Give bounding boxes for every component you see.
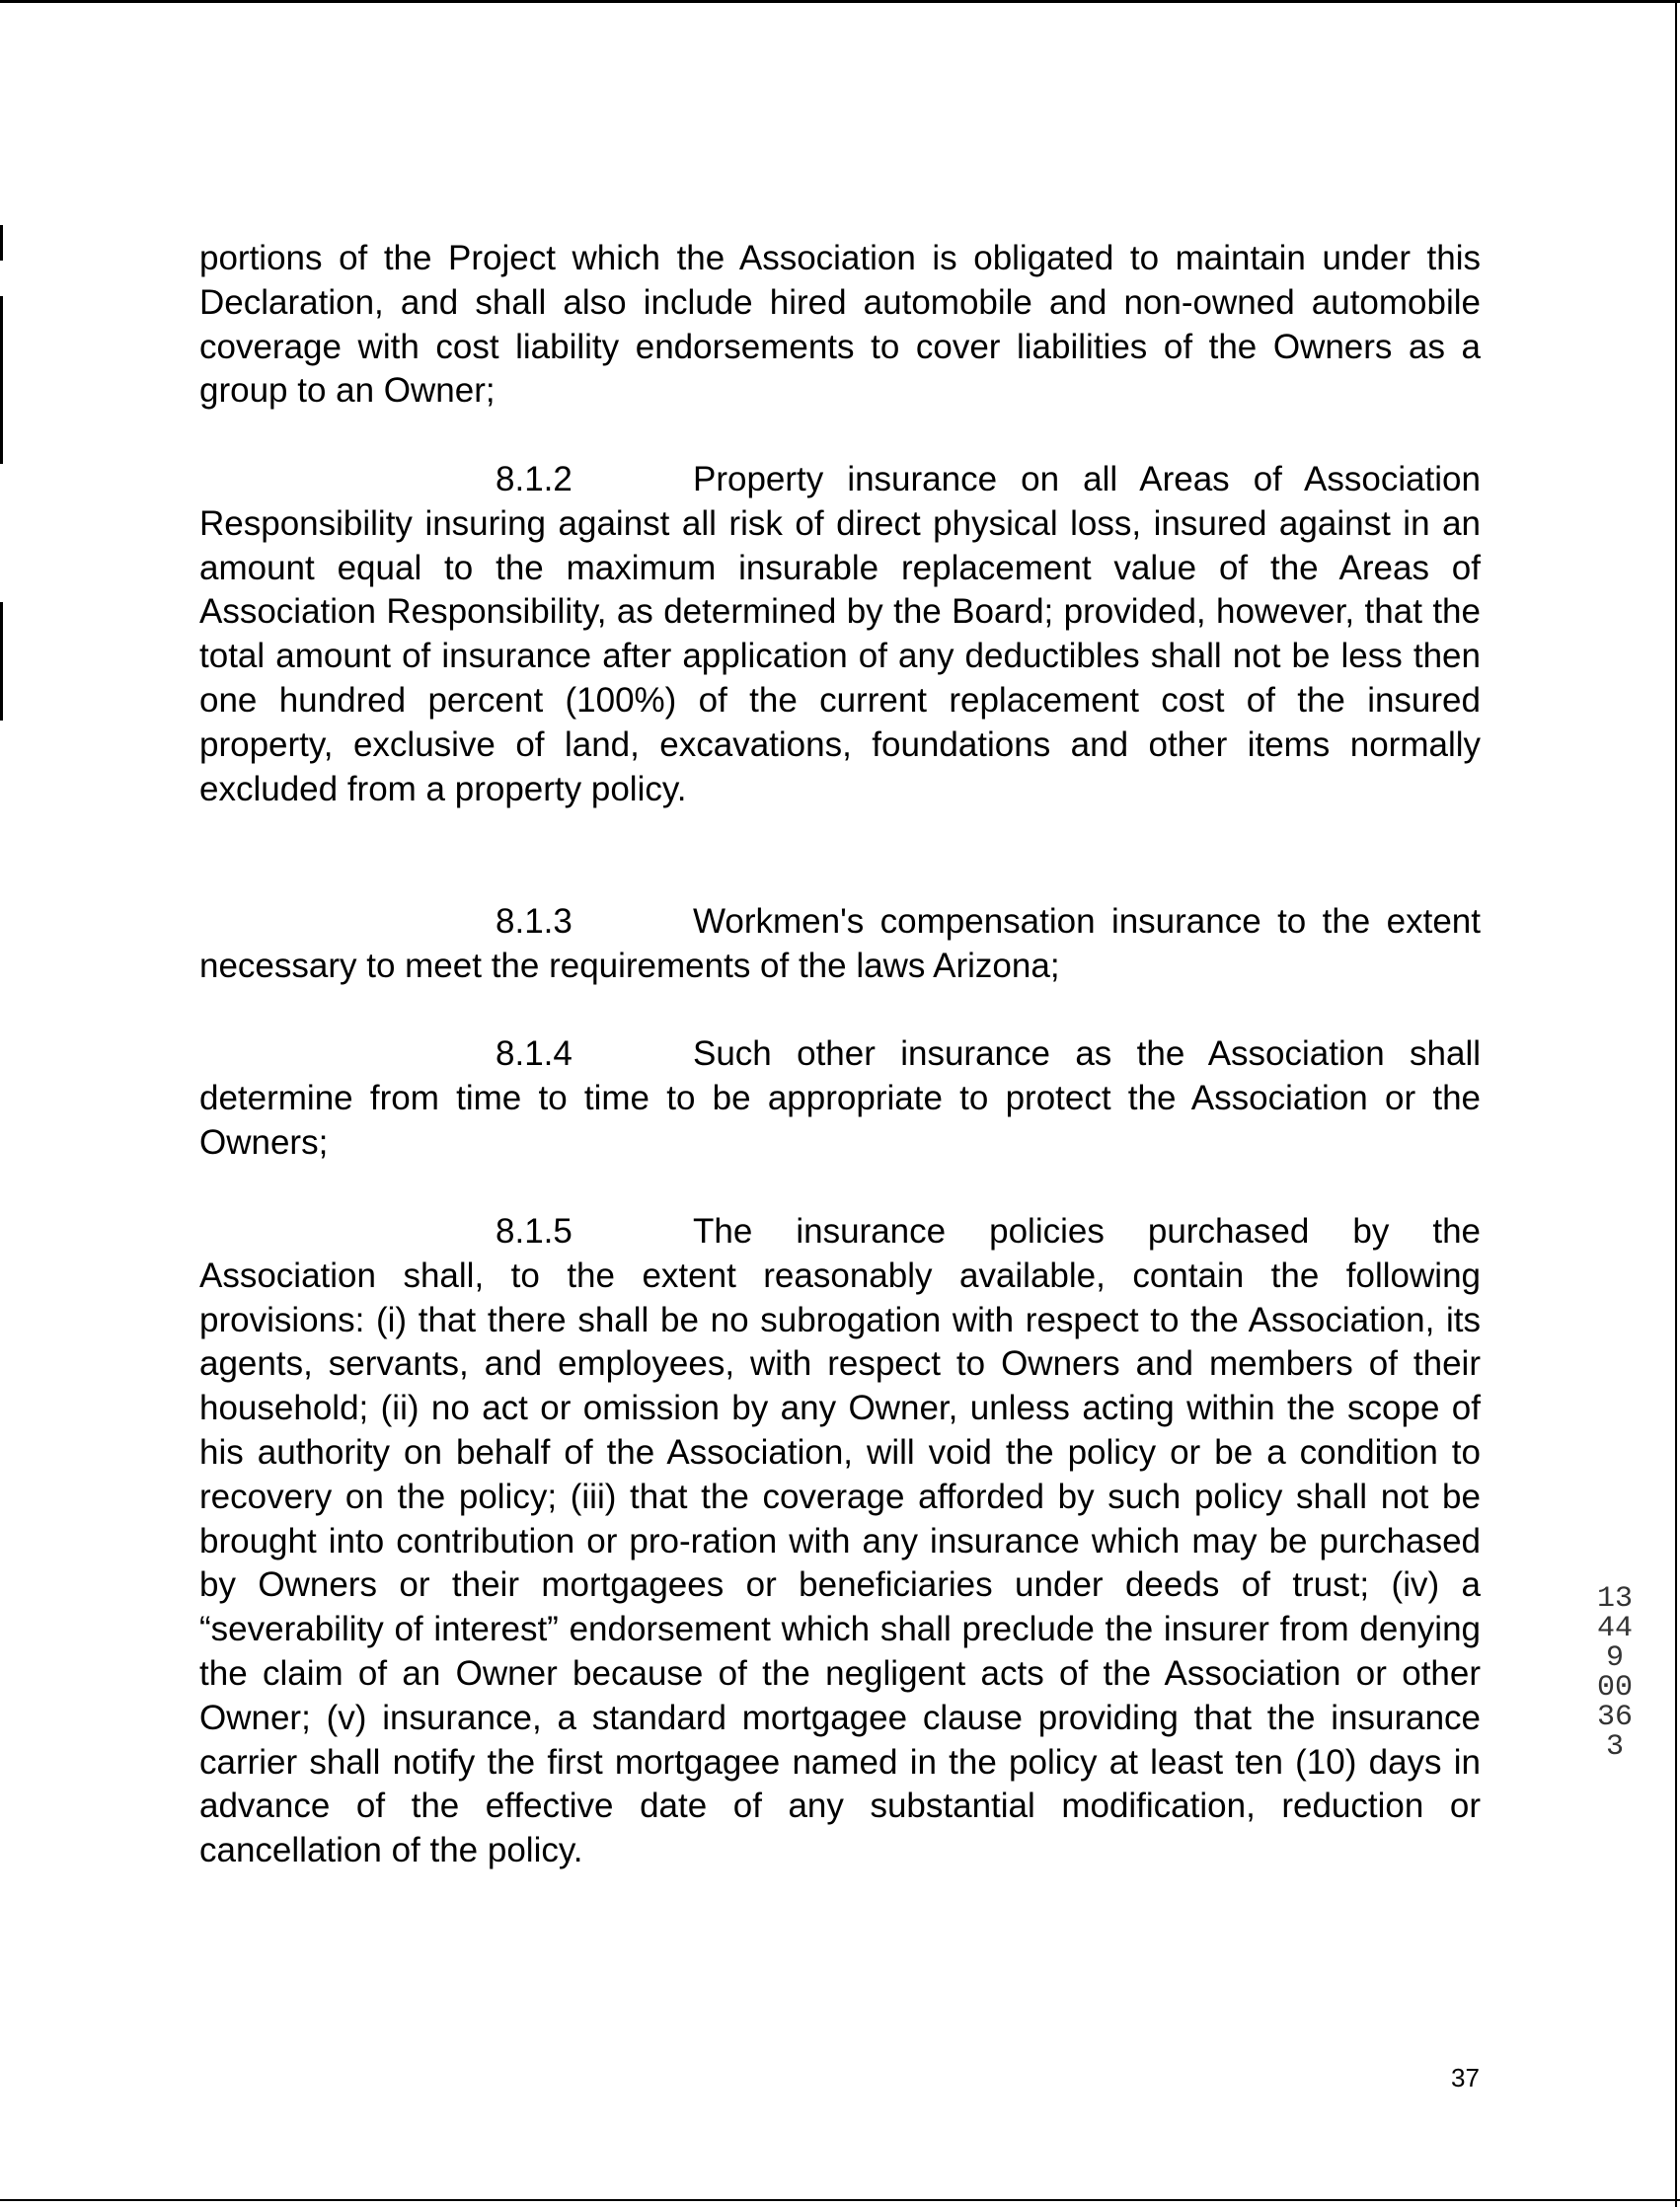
section-number: 8.1.5	[496, 1212, 573, 1251]
section-paragraph	[199, 1210, 1481, 1873]
scan-edge-mark	[0, 296, 3, 464]
section-8-1-4	[199, 1032, 1481, 1165]
scan-edge-mark	[0, 225, 3, 261]
section-text: The insurance policies purchased by the Association shall, to the extent reasonably available, contain the following provisions: (i) that there shall be no subrogation with respect to the Association, its agents, servants, and employees, with respect to Owners and members of their household; (ii) no act or omission by any Owner, unless acting within the scope of his authority on behalf of the Association, will void the policy or be a condition to recovery on the policy; (iii) that the coverage afforded by such policy shall not be brought into contribution or pro-ration with any insurance which may be purchased by Owners or their mortgagees or beneficiaries under deeds of trust; (iv) a “severability of interest” endorsement which shall preclude the insurer from denying the claim of an Owner because of the negligent acts of the Association or other Owner; (v) insurance, a standard mortgagee clause providing that the insurance carrier shall notify the first mortgagee named in the policy at least ten (10) days in advance of the effective date of any substantial modification, reduction or cancellation of the policy.	[199, 1212, 1481, 1870]
section-paragraph	[199, 458, 1481, 811]
continued-paragraph-text: portions of the Project which the Association is obligated to maintain under this Declaration, and shall also include hired automobile and non-owned automobile coverage with cost liability endorsements to cover liabilities of the Owners as a group to an Owner;	[199, 239, 1481, 411]
section-paragraph	[199, 900, 1481, 989]
section-8-1-2	[199, 458, 1481, 811]
section-text: Such other insurance as the Association shall determine from time to time to be appropriate to protect the Association or the Owners;	[199, 1034, 1481, 1162]
scan-edge-mark	[0, 602, 3, 721]
scan-border-top	[0, 0, 1680, 3]
section-number: 8.1.2	[496, 460, 573, 498]
section-8-1-3	[199, 900, 1481, 989]
section-number: 8.1.3	[496, 902, 573, 941]
section-text: Property insurance on all Areas of Association Responsibility insuring against all risk of direct physical loss, insured against in an amount equal to the maximum insurable replacement value of the Areas of Association Responsibility, as determined by the Board; provided, however, that the total amount of insurance after application of any deductibles shall not be less then one hundred percent (100%) of the current replacement cost of the insured property, exclusive of land, excavations, foundations and other items normally excluded from a property policy.	[199, 460, 1481, 808]
page-number: 37	[1451, 2063, 1480, 2093]
scan-border-right	[1675, 0, 1677, 2207]
recording-stamp: 13449 00363	[1597, 1582, 1634, 1764]
section-paragraph	[199, 1032, 1481, 1165]
section-8-1-5	[199, 1210, 1481, 1873]
continued-paragraph	[199, 237, 1481, 414]
section-text: Workmen's compensation insurance to the extent necessary to meet the requirements of the laws Arizona;	[199, 902, 1481, 985]
scan-border-bottom	[0, 2199, 1680, 2201]
section-number: 8.1.4	[496, 1034, 573, 1073]
